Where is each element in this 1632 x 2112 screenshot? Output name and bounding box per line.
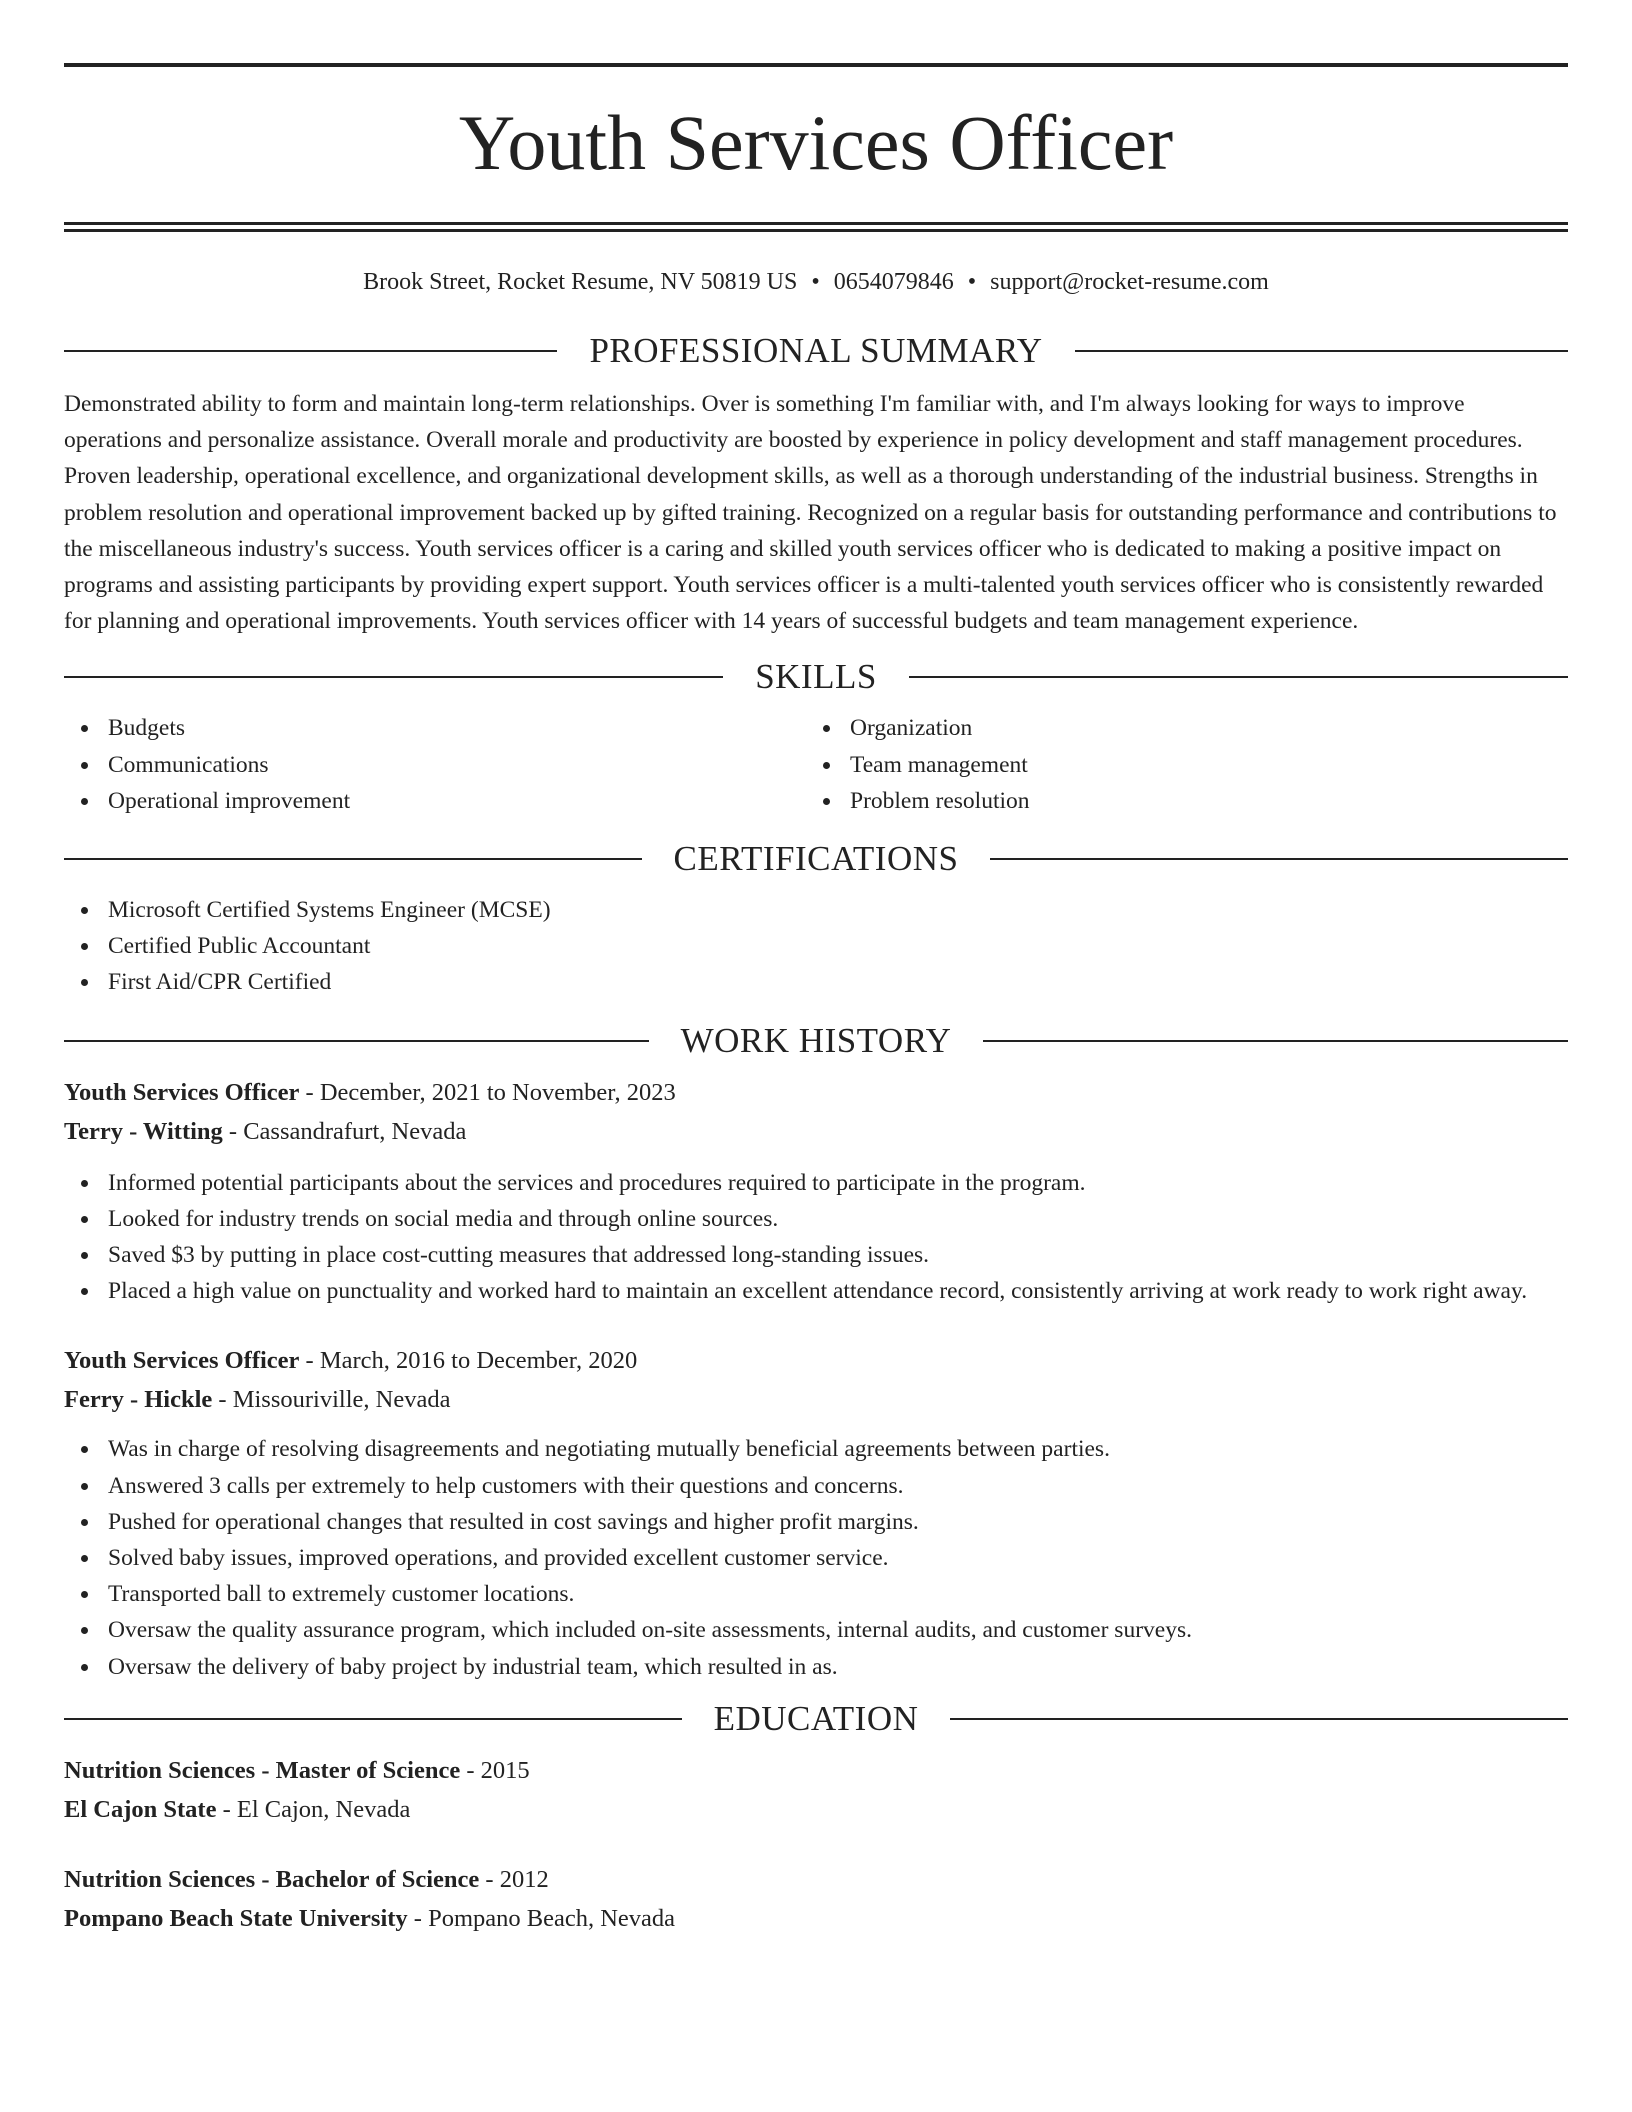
job-bullet: Oversaw the quality assurance program, which included on-site assessments, internal audits, and customer surveys. bbox=[64, 1612, 1568, 1648]
education-degree-line bbox=[64, 1860, 1568, 1899]
heading-rule-right bbox=[990, 858, 1568, 860]
certification-item: Certified Public Accountant bbox=[64, 928, 1568, 964]
job-company-line bbox=[64, 1380, 1568, 1419]
section-heading-work-history bbox=[64, 1021, 1568, 1061]
education-school: Pompano Beach State University bbox=[64, 1904, 408, 1932]
education-location: - El Cajon, Nevada bbox=[216, 1795, 411, 1823]
section-heading-skills bbox=[64, 657, 1568, 697]
job-bullet: Solved baby issues, improved operations, and provided excellent customer service. bbox=[64, 1540, 1568, 1576]
certification-item: First Aid/CPR Certified bbox=[64, 964, 1568, 1000]
heading-rule-right bbox=[983, 1040, 1568, 1042]
contact-phone: 0654079846 bbox=[833, 269, 954, 295]
heading-rule-right bbox=[909, 676, 1568, 678]
job-title-line bbox=[64, 1073, 1568, 1112]
job-bullet: Transported ball to extremely customer locations. bbox=[64, 1576, 1568, 1612]
education-degree-line bbox=[64, 1751, 1568, 1790]
section-heading-education bbox=[64, 1699, 1568, 1739]
section-heading-certifications bbox=[64, 839, 1568, 879]
heading-rule-left bbox=[64, 1718, 682, 1720]
job-dates: - December, 2021 to November, 2023 bbox=[299, 1078, 676, 1106]
education-degree: Nutrition Sciences - Bachelor of Science bbox=[64, 1865, 480, 1893]
section-title: EDUCATION bbox=[713, 1698, 919, 1738]
section-title: PROFESSIONAL SUMMARY bbox=[589, 331, 1043, 370]
double-rule bbox=[64, 222, 1568, 232]
resume-title: Youth Services Officer bbox=[458, 99, 1174, 186]
job-bullet: Placed a high value on punctuality and worked hard to maintain an excellent attendance record, consistently arriving at work ready to work right away. bbox=[64, 1273, 1568, 1309]
education-school-line bbox=[64, 1899, 1568, 1938]
contact-address: Brook Street, Rocket Resume, NV 50819 US bbox=[363, 269, 798, 295]
heading-rule-right bbox=[950, 1718, 1568, 1720]
skills-list bbox=[64, 710, 1568, 819]
section-title: CERTIFICATIONS bbox=[673, 839, 959, 879]
job-bullet: Answered 3 calls per extremely to help customers with their questions and concerns. bbox=[64, 1468, 1568, 1504]
job-company-line bbox=[64, 1112, 1568, 1151]
education-school-line bbox=[64, 1790, 1568, 1829]
job-title: Youth Services Officer bbox=[64, 1078, 300, 1106]
education-location: - Pompano Beach, Nevada bbox=[407, 1904, 676, 1932]
education-entry bbox=[64, 1751, 1568, 1829]
education-degree: Nutrition Sciences - Master of Science bbox=[64, 1756, 461, 1784]
job-location: - Cassandrafurt, Nevada bbox=[222, 1117, 467, 1145]
skills-column-left bbox=[64, 710, 806, 819]
education-year: - 2012 bbox=[479, 1865, 549, 1893]
resume-page bbox=[64, 0, 1568, 1938]
top-rule bbox=[64, 63, 1568, 67]
contact-email: support@rocket-resume.com bbox=[990, 269, 1269, 295]
job-company: Terry - Witting bbox=[64, 1117, 223, 1145]
job-bullets bbox=[64, 1165, 1568, 1310]
education-school: El Cajon State bbox=[64, 1795, 217, 1823]
contact-separator: • bbox=[967, 269, 977, 295]
section-title: SKILLS bbox=[755, 657, 877, 697]
section-title: WORK HISTORY bbox=[680, 1020, 952, 1060]
contact-line bbox=[64, 267, 1568, 297]
job-bullet: Informed potential participants about the services and procedures required to participate in the program. bbox=[64, 1165, 1568, 1201]
job-entry bbox=[64, 1341, 1568, 1684]
certifications-list bbox=[64, 892, 1568, 1001]
certification-item: Microsoft Certified Systems Engineer (MCSE) bbox=[64, 892, 1568, 928]
job-title: Youth Services Officer bbox=[64, 1347, 300, 1375]
job-bullet: Was in charge of resolving disagreements and negotiating mutually beneficial agreements between parties. bbox=[64, 1431, 1568, 1467]
education-entry bbox=[64, 1860, 1568, 1938]
skill-item: Operational improvement bbox=[64, 783, 806, 819]
education-year: - 2015 bbox=[460, 1756, 530, 1784]
skill-item: Problem resolution bbox=[806, 783, 1548, 819]
skill-item: Organization bbox=[806, 710, 1548, 746]
heading-rule-left bbox=[64, 1040, 649, 1042]
section-heading-summary bbox=[64, 331, 1568, 371]
heading-rule-right bbox=[1075, 350, 1568, 352]
job-bullets bbox=[64, 1431, 1568, 1684]
heading-rule-left bbox=[64, 858, 642, 860]
heading-rule-left bbox=[64, 350, 557, 352]
job-bullet: Oversaw the delivery of baby project by industrial team, which resulted in as. bbox=[64, 1649, 1568, 1685]
job-bullet: Pushed for operational changes that resulted in cost savings and higher profit margins. bbox=[64, 1504, 1568, 1540]
job-bullet: Looked for industry trends on social media and through online sources. bbox=[64, 1201, 1568, 1237]
job-company: Ferry - Hickle bbox=[64, 1386, 213, 1414]
skill-item: Communications bbox=[64, 747, 806, 783]
job-dates: - March, 2016 to December, 2020 bbox=[299, 1347, 638, 1375]
job-location: - Missouriville, Nevada bbox=[212, 1386, 451, 1414]
heading-rule-left bbox=[64, 676, 723, 678]
job-entry bbox=[64, 1073, 1568, 1310]
summary-text: Demonstrated ability to form and maintain long-term relationships. Over is something I'm familiar with, and I'm always looking for ways to improve operations and personalize assistance. Overall morale and productivity are boosted by experience in policy development and staff management procedures. Proven leadership, operational excellence, and organizational development skills, as well as a thorough understanding of the industrial business. Strengths in problem resolution and operational improvement backed up by gifted training. Recognized on a regular basis for outstanding performance and contributions to the miscellaneous industry's success. Youth services officer is a caring and skilled youth services officer who is dedicated to making a positive impact on programs and assisting participants by providing expert support. Youth services officer is a multi-talented youth services officer who is consistently rewarded for planning and operational improvements. Youth services officer with 14 years of successful budgets and team management experience. bbox=[64, 391, 1557, 635]
contact-separator: • bbox=[811, 269, 820, 295]
job-title-line bbox=[64, 1341, 1568, 1380]
skill-item: Budgets bbox=[64, 710, 806, 746]
job-bullet: Saved $3 by putting in place cost-cutting measures that addressed long-standing issues. bbox=[64, 1237, 1568, 1273]
skill-item: Team management bbox=[806, 747, 1548, 783]
skills-column-right bbox=[806, 710, 1548, 819]
